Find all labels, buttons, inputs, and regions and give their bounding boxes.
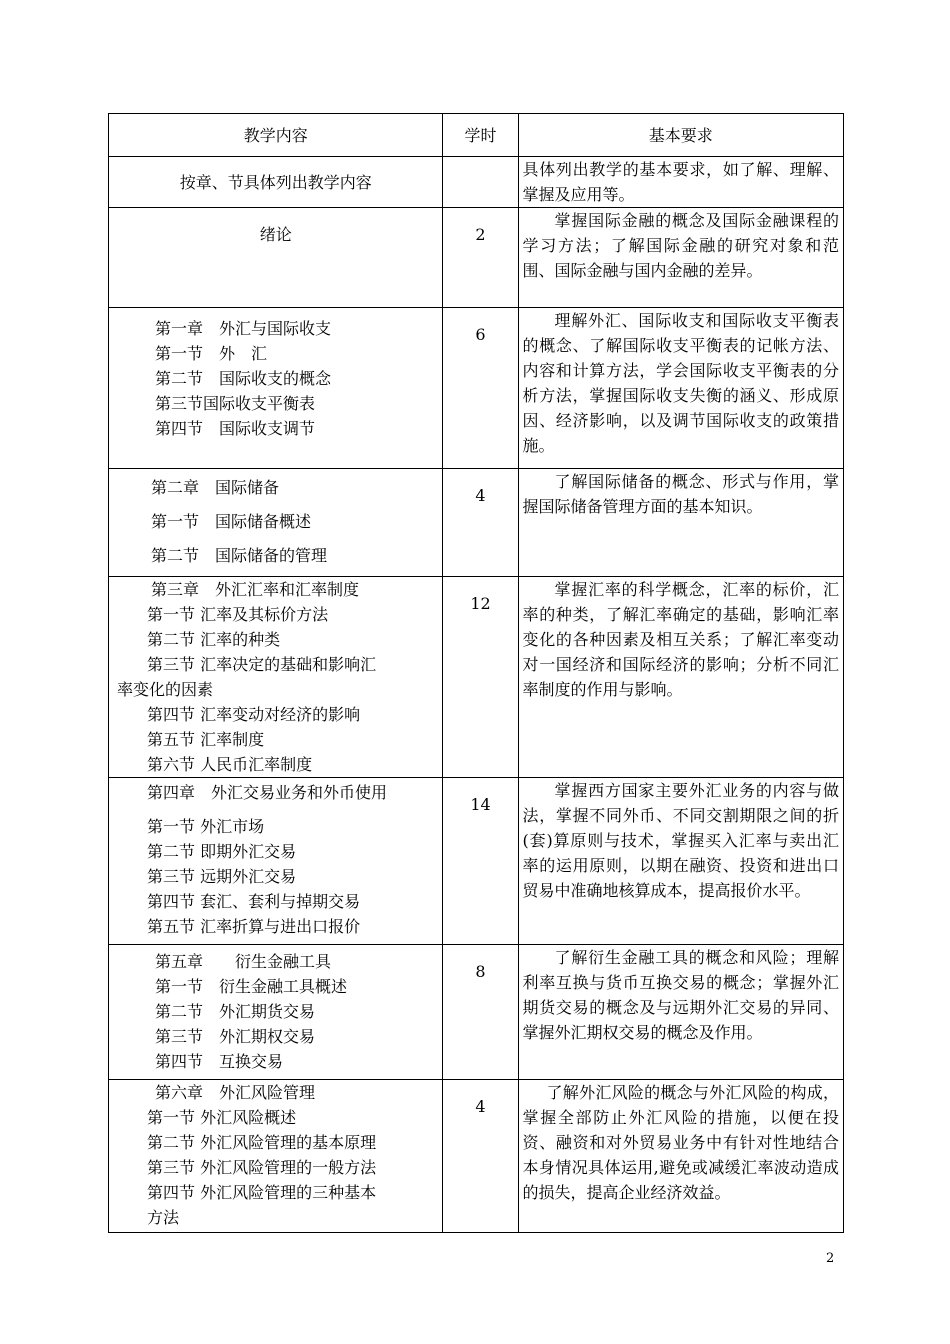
section-line: 第一节 外汇市场 — [147, 817, 265, 836]
section-line: 第一节 外汇风险概述 — [147, 1108, 297, 1127]
hours-cell: 14 — [443, 778, 518, 945]
hours-cell: 4 — [443, 469, 518, 577]
header-requirement: 基本要求 — [518, 114, 843, 157]
content-cell — [109, 157, 443, 208]
requirement-text: 掌握西方国家主要外汇业务的内容与做法，掌握不同外币、不同交割期限之间的折(套)算原则与技术，掌握买入汇率与卖出汇率的运用原则，以期在融资、投资和进出口贸易中准确地核算成本，提高报价水平。 — [522, 781, 839, 900]
content-line: 绪论 — [259, 225, 292, 244]
requirement-text: 掌握汇率的科学概念，汇率的标价，汇率的种类，了解汇率确定的基础，影响汇率变化的各种因素及相互关系；了解汇率变动对一国经济和国际经济的影响；分析不同汇率制度的作用与影响。 — [522, 580, 839, 699]
section-line: 率变化的因素 — [117, 680, 214, 699]
requirement-cell — [518, 1080, 843, 1233]
section-line: 第二节 外汇风险管理的基本原理 — [147, 1133, 377, 1152]
requirement-cell — [518, 469, 843, 577]
section-line: 第一节 外 汇 — [155, 344, 268, 363]
hours-cell: 4 — [443, 1080, 518, 1233]
hours-cell: 6 — [443, 308, 518, 469]
section-line: 第五节 汇率制度 — [147, 730, 265, 749]
syllabus-table — [108, 113, 844, 1233]
requirement-cell — [518, 945, 843, 1080]
content-cell — [109, 945, 443, 1080]
requirement-text: 掌握国际金融的概念及国际金融课程的学习方法；了解国际金融的研究对象和范围、国际金融与国内金融的差异。 — [522, 211, 839, 280]
chapter-title: 第六章 外汇风险管理 — [155, 1083, 316, 1102]
requirement-cell — [518, 208, 843, 308]
section-line: 第四节 汇率变动对经济的影响 — [147, 705, 361, 724]
table-row — [109, 577, 844, 778]
section-line: 第二节 外汇期货交易 — [155, 1002, 316, 1021]
hours-cell: 2 — [443, 208, 518, 308]
section-line: 第三节 汇率决定的基础和影响汇 — [147, 655, 377, 674]
table-row — [109, 469, 844, 577]
section-line: 第四节 国际收支调节 — [155, 419, 316, 438]
section-line: 第二节 国际收支的概念 — [155, 369, 332, 388]
content-cell — [109, 469, 443, 577]
hours-cell: 8 — [443, 945, 518, 1080]
section-line: 第六节 人民币汇率制度 — [147, 755, 313, 774]
requirement-cell — [518, 157, 843, 208]
table-row — [109, 308, 844, 469]
requirement-cell — [518, 577, 843, 778]
requirement-text: 理解外汇、国际收支和国际收支平衡表的概念、了解国际收支平衡表的记帐方法、内容和计算方法，学会国际收支平衡表的分析方法，掌握国际收支失衡的涵义、形成原因、经济影响，以及调节国际收支的政策措施。 — [522, 311, 839, 455]
header-content: 教学内容 — [109, 114, 443, 157]
requirement-text: 具体列出教学的基本要求，如了解、理解、掌握及应用等。 — [522, 160, 839, 204]
requirement-cell — [518, 308, 843, 469]
section-line: 第四节 套汇、套利与掉期交易 — [147, 892, 361, 911]
hours-cell — [443, 157, 518, 208]
section-line: 第四节 互换交易 — [155, 1052, 284, 1071]
table-row — [109, 157, 844, 208]
requirement-text: 了解外汇风险的概念与外汇风险的构成，掌握全部防止外汇风险的措施，以便在投资、融资和对外贸易业务中有针对性地结合本身情况具体运用,避免或减缓汇率波动造成的损失，提高企业经济效益。 — [522, 1083, 839, 1202]
chapter-title: 第一章 外汇与国际收支 — [155, 319, 332, 338]
chapter-title: 第五章 衍生金融工具 — [155, 952, 332, 971]
chapter-title: 第四章 外汇交易业务和外币使用 — [147, 783, 388, 802]
content-cell — [109, 1080, 443, 1233]
section-line: 第二节 即期外汇交易 — [147, 842, 297, 861]
section-line: 第四节 外汇风险管理的三种基本 — [147, 1183, 377, 1202]
section-line: 第一节 国际储备概述 — [151, 512, 312, 531]
table-row — [109, 945, 844, 1080]
table-row — [109, 1080, 844, 1233]
section-line: 第三节 外汇风险管理的一般方法 — [147, 1158, 377, 1177]
section-line: 第一节 衍生金融工具概述 — [155, 977, 348, 996]
header-hours: 学时 — [443, 114, 518, 157]
page-number: 2 — [826, 1251, 835, 1266]
chapter-title: 第二章 国际储备 — [151, 478, 280, 497]
content-cell — [109, 577, 443, 778]
requirement-text: 了解国际储备的概念、形式与作用，掌握国际储备管理方面的基本知识。 — [522, 472, 839, 516]
content-cell — [109, 208, 443, 308]
table-row — [109, 208, 844, 308]
table-row — [109, 778, 844, 945]
section-line: 第三节 外汇期权交易 — [155, 1027, 316, 1046]
section-line: 方法 — [147, 1208, 180, 1227]
content-line: 按章、节具体列出教学内容 — [179, 172, 372, 192]
section-line: 第三节国际收支平衡表 — [155, 394, 316, 413]
content-cell — [109, 308, 443, 469]
requirement-text: 了解衍生金融工具的概念和风险；理解利率互换与货币互换交易的概念；掌握外汇期货交易的概念及与远期外汇交易的异同、掌握外汇期权交易的概念及作用。 — [522, 948, 839, 1042]
hours-cell: 12 — [443, 577, 518, 778]
requirement-cell — [518, 778, 843, 945]
chapter-title: 第三章 外汇汇率和汇率制度 — [151, 580, 360, 599]
section-line: 第三节 远期外汇交易 — [147, 867, 297, 886]
section-line: 第一节 汇率及其标价方法 — [147, 605, 329, 624]
table-header-row — [109, 114, 844, 157]
section-line: 第五节 汇率折算与进出口报价 — [147, 917, 361, 936]
section-line: 第二节 汇率的种类 — [147, 630, 281, 649]
section-line: 第二节 国际储备的管理 — [151, 546, 328, 565]
content-cell — [109, 778, 443, 945]
